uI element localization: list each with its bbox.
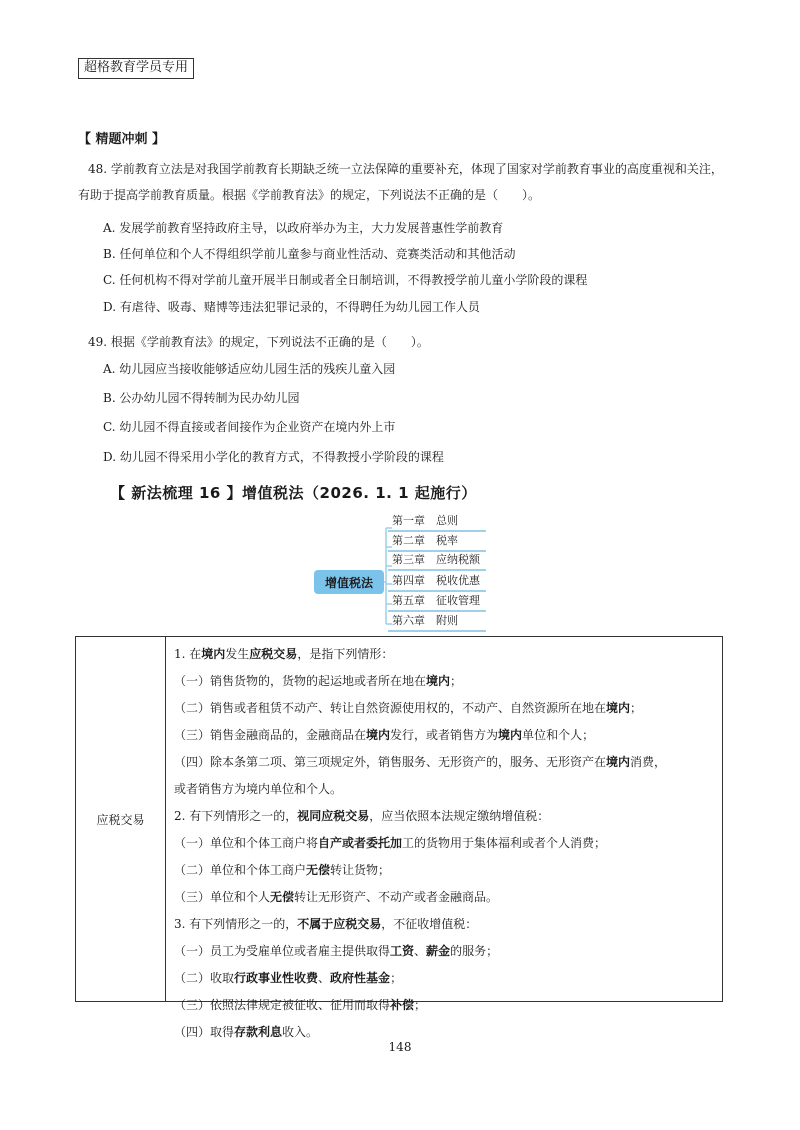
taxable-transaction-table bbox=[75, 636, 723, 1039]
bold-term: 境内 bbox=[606, 701, 631, 715]
row-text: 或者销售方为境内单位和个人。 bbox=[174, 782, 343, 796]
row-text: ； bbox=[414, 998, 427, 1012]
row-text: （三）销售金融商品的，金融商品在 bbox=[174, 728, 367, 742]
table-row bbox=[174, 992, 720, 1019]
table-content bbox=[174, 641, 720, 1046]
bold-term: 政府性基金 bbox=[330, 971, 391, 985]
table-row bbox=[174, 668, 720, 695]
question-49-text: 49. 根据《学前教育法》的规定，下列说法不正确的是（ ）。 bbox=[88, 335, 429, 349]
row-text: （一）销售货物的，货物的起运地或者所在地在 bbox=[174, 674, 427, 688]
table-row bbox=[174, 641, 720, 668]
row-text: 、 bbox=[414, 944, 427, 958]
row-text: 、 bbox=[318, 971, 331, 985]
row-text: 1. 在 bbox=[174, 647, 202, 661]
table-row bbox=[174, 776, 720, 803]
bold-term: 行政事业性收费 bbox=[234, 971, 319, 985]
section-tag: 【 精题冲刺 】 bbox=[78, 132, 166, 147]
table-row bbox=[174, 884, 720, 911]
row-text: 转让货物； bbox=[330, 863, 391, 877]
bold-term: 存款利息 bbox=[234, 1025, 283, 1039]
table-row bbox=[174, 749, 720, 776]
q48-option-d: D. 有虐待、吸毒、赌博等违法犯罪记录的，不得聘任为幼儿园工作人员 bbox=[103, 300, 480, 314]
table-left-label: 应税交易 bbox=[76, 637, 166, 1001]
row-text: （一）员工为受雇单位或者雇主提供取得 bbox=[174, 944, 391, 958]
row-text: 消费， bbox=[630, 755, 667, 769]
row-text: ，不征收增值税： bbox=[381, 917, 478, 931]
row-text: （四）除本条第二项、第三项规定外，销售服务、无形资产的，服务、无形资产在 bbox=[174, 755, 607, 769]
bold-term: 薪金 bbox=[426, 944, 451, 958]
row-text: ，应当依照本法规定缴纳增值税： bbox=[369, 809, 550, 823]
row-text: 单位和个人； bbox=[522, 728, 595, 742]
row-text: 收入。 bbox=[282, 1025, 319, 1039]
table-row bbox=[174, 830, 720, 857]
q49-option-a: A. 幼儿园应当接收能够适应幼儿园生活的残疾儿童入园 bbox=[103, 362, 396, 376]
q49-option-c: C. 幼儿园不得直接或者间接作为企业资产在境内外上市 bbox=[103, 420, 396, 434]
row-text: （四）取得 bbox=[174, 1025, 235, 1039]
row-text: 工的货物用于集体福利或者个人消费； bbox=[402, 836, 607, 850]
row-text: （三）单位和个人 bbox=[174, 890, 271, 904]
row-text: （一）单位和个体工商户将 bbox=[174, 836, 319, 850]
row-text: （二）单位和个体工商户 bbox=[174, 863, 307, 877]
mindmap-chapter-6: 第六章 附则 bbox=[388, 612, 486, 632]
row-text: ，是指下列情形： bbox=[297, 647, 394, 661]
row-text: ； bbox=[450, 674, 463, 688]
mindmap-chapter-2: 第二章 税率 bbox=[388, 532, 486, 552]
q48-option-c: C. 任何机构不得对学前儿童开展半日制或者全日制培训，不得教授学前儿童小学阶段的课程 bbox=[103, 273, 588, 287]
bold-term: 不属于应税交易 bbox=[297, 917, 382, 931]
bold-term: 境内 bbox=[498, 728, 523, 742]
mindmap-chapter-3: 第三章 应纳税额 bbox=[388, 551, 486, 571]
q49-option-d: D. 幼儿园不得采用小学化的教育方式，不得教授小学阶段的课程 bbox=[103, 450, 444, 464]
bold-term: 自产或者委托加 bbox=[318, 836, 403, 850]
table-row bbox=[174, 803, 720, 830]
header-badge: 超格教育学员专用 bbox=[78, 58, 194, 79]
table-row bbox=[174, 722, 720, 749]
table-row bbox=[174, 695, 720, 722]
page-number: 148 bbox=[388, 1040, 412, 1054]
row-text: （二）收取 bbox=[174, 971, 235, 985]
bold-term: 无偿 bbox=[270, 890, 295, 904]
bold-term: 视同应税交易 bbox=[297, 809, 370, 823]
row-text: （二）销售或者租赁不动产、转让自然资源使用权的，不动产、自然资源所在地在 bbox=[174, 701, 607, 715]
mindmap-root: 增值税法 bbox=[314, 570, 384, 594]
bold-term: 境内 bbox=[606, 755, 631, 769]
table-row bbox=[174, 911, 720, 938]
table-row bbox=[174, 938, 720, 965]
q48-option-a: A. 发展学前教育坚持政府主导，以政府举办为主，大力发展普惠性学前教育 bbox=[103, 221, 504, 235]
bold-term: 应税交易 bbox=[249, 647, 298, 661]
table-row bbox=[174, 857, 720, 884]
row-text: 发行，或者销售方为 bbox=[390, 728, 499, 742]
row-text: ； bbox=[390, 971, 403, 985]
row-text: 的服务； bbox=[450, 944, 499, 958]
mindmap-chapter-4: 第四章 税收优惠 bbox=[388, 572, 486, 592]
row-text: 转让无形资产、不动产或者金融商品。 bbox=[294, 890, 499, 904]
bold-term: 无偿 bbox=[306, 863, 331, 877]
row-text: （三）依照法律规定被征收、征用而取得 bbox=[174, 998, 391, 1012]
bold-term: 境内 bbox=[366, 728, 391, 742]
mindmap-chapter-1: 第一章 总则 bbox=[388, 512, 486, 532]
row-text: 发生 bbox=[225, 647, 250, 661]
section-heading: 【 新法梳理 16 】增值税法（2026. 1. 1 起施行） bbox=[110, 484, 477, 502]
question-48-text: 48. 学前教育立法是对我国学前教育长期缺乏统一立法保障的重要补充，体现了国家对学前教育事业的高度重视和关注，有助于提高学前教育质量。根据《学前教育法》的规定，下列说法不正确的是（ ）。 bbox=[78, 162, 723, 202]
row-text: 2. 有下列情形之一的， bbox=[174, 809, 298, 823]
q49-option-b: B. 公办幼儿园不得转制为民办幼儿园 bbox=[103, 391, 300, 405]
row-text: ； bbox=[630, 701, 643, 715]
table-row bbox=[174, 965, 720, 992]
row-text: 3. 有下列情形之一的， bbox=[174, 917, 298, 931]
bold-term: 补偿 bbox=[390, 998, 415, 1012]
q48-option-b: B. 任何单位和个人不得组织学前儿童参与商业性活动、竞赛类活动和其他活动 bbox=[103, 247, 516, 261]
mindmap-chapter-5: 第五章 征收管理 bbox=[388, 592, 486, 612]
bold-term: 境内 bbox=[426, 674, 451, 688]
bold-term: 境内 bbox=[201, 647, 226, 661]
bold-term: 工资 bbox=[390, 944, 415, 958]
